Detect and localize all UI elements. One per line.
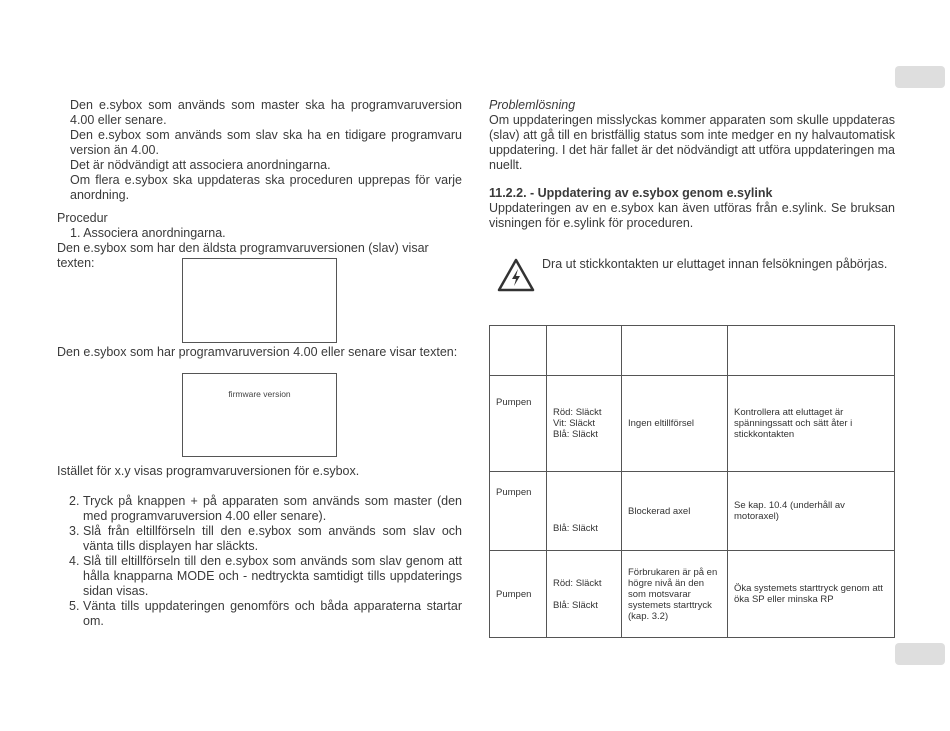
master-display-box xyxy=(182,373,337,457)
left-column xyxy=(57,98,462,271)
master-text: Den e.sybox som har programvaruversion 4.00 eller senare visar texten: xyxy=(57,345,458,359)
led-spacer xyxy=(553,589,615,600)
device-cell: Pumpen xyxy=(490,376,547,472)
step-text: Tryck på knappen + på apparaten som används som master (den med programvaruversion 4.00 eller senare). xyxy=(83,494,462,523)
remedy-cell: Se kap. 10.4 (underhåll av motoraxel) xyxy=(728,472,895,551)
remedy-cell: Öka systemets starttryck genom att öka SP eller minska RP xyxy=(728,551,895,638)
led-cell xyxy=(547,472,622,551)
cause-cell: Blockerad axel xyxy=(622,472,728,551)
section-heading: 11.2.2. - Uppdatering av e.sybox genom e.sylink xyxy=(489,186,773,200)
remedy-cell: Kontrollera att eluttaget är spänningssatt och sätt åter i stickkontakten xyxy=(728,376,895,472)
table-header-cell xyxy=(547,326,622,376)
procedure-label: Procedur xyxy=(57,211,108,225)
intro-repeat: Om flera e.sybox ska uppdateras ska proceduren upprepas för varje anordning. xyxy=(70,173,462,202)
instead-text: Istället för x.y visas programvaruversionen för e.sybox. xyxy=(57,464,360,478)
step-text: Slå från eltillförseln till den e.sybox som används som slav och vänta tills displayen har släckts. xyxy=(83,524,462,553)
problem-title: Problemlösning xyxy=(489,98,576,112)
firmware-version-label: firmware version xyxy=(228,389,291,399)
table-header-cell xyxy=(622,326,728,376)
step-text: Vänta tills uppdateringen genomförs och båda apparaterna startar om. xyxy=(83,599,462,628)
led-cell xyxy=(547,376,622,472)
led-cell xyxy=(547,551,622,638)
warning-notice xyxy=(497,258,897,294)
table-row xyxy=(490,551,895,638)
cause-cell: Förbrukaren är på en högre nivå än den som motsvarar systemets starttryck (kap. 3.2) xyxy=(622,551,728,638)
list-item xyxy=(57,554,462,599)
table-header-row xyxy=(490,326,895,376)
table-header-cell xyxy=(490,326,547,376)
led-status: Blå: Släckt xyxy=(553,523,598,534)
table-row xyxy=(490,472,895,551)
device-cell: Pumpen xyxy=(490,551,547,638)
step-number: 3. xyxy=(69,524,80,538)
led-status: Blå: Släckt xyxy=(553,429,598,440)
intro-block xyxy=(57,98,462,203)
step-1: 1. Associera anordningarna. xyxy=(70,226,226,240)
device-cell: Pumpen xyxy=(490,472,547,551)
right-column xyxy=(489,98,895,231)
list-item xyxy=(57,599,462,629)
bottom-page-tab xyxy=(895,643,945,665)
step-number: 2. xyxy=(69,494,80,508)
cause-cell: Ingen eltillförsel xyxy=(622,376,728,472)
slave-display-box xyxy=(182,258,337,343)
slave-text: Den e.sybox som har den äldsta programvaruversionen (slav) visar texten: xyxy=(57,241,429,270)
list-item xyxy=(57,494,462,524)
intro-associate: Det är nödvändigt att associera anordningarna. xyxy=(70,158,331,172)
warning-text: Dra ut stickkontakten ur eluttaget innan felsökningen påbörjas. xyxy=(542,257,888,271)
led-status: Blå: Släckt xyxy=(553,599,598,611)
led-status: Röd: Släckt xyxy=(553,577,602,589)
procedure-steps xyxy=(57,494,462,629)
section-text: Uppdateringen av en e.sybox kan även utföras från e.sylink. Se bruksan visningen för e.sylink för proceduren. xyxy=(489,201,895,230)
table-row xyxy=(490,376,895,472)
led-status: Röd: Släckt xyxy=(553,407,602,418)
list-item xyxy=(57,524,462,554)
problem-text: Om uppdateringen misslyckas kommer apparaten som skulle uppdateras (slav) att gå till en bristfällig status som inte medger en ny halvautomatisk uppdatering. I det här fallet är det nödvändigt att utföra uppdateringen ma nuellt. xyxy=(489,113,895,172)
table-header-cell xyxy=(728,326,895,376)
top-page-tab xyxy=(895,66,945,88)
intro-slave-req: Den e.sybox som används som slav ska ha en tidigare programvaru version än 4.00. xyxy=(70,128,462,157)
step-text: Slå till eltillförseln till den e.sybox som används som slav genom att hålla knapparna MODE och - nedtryckta samtidigt tills uppdaterings sidan visas. xyxy=(83,554,462,598)
step-number: 4. xyxy=(69,554,80,568)
led-status: Vit: Släckt xyxy=(553,418,596,429)
troubleshooting-table xyxy=(489,325,895,638)
electric-hazard-warning-icon xyxy=(497,258,535,292)
intro-master-req: Den e.sybox som används som master ska ha programvaruversion 4.00 eller senare. xyxy=(70,98,462,127)
step-number: 5. xyxy=(69,599,80,613)
